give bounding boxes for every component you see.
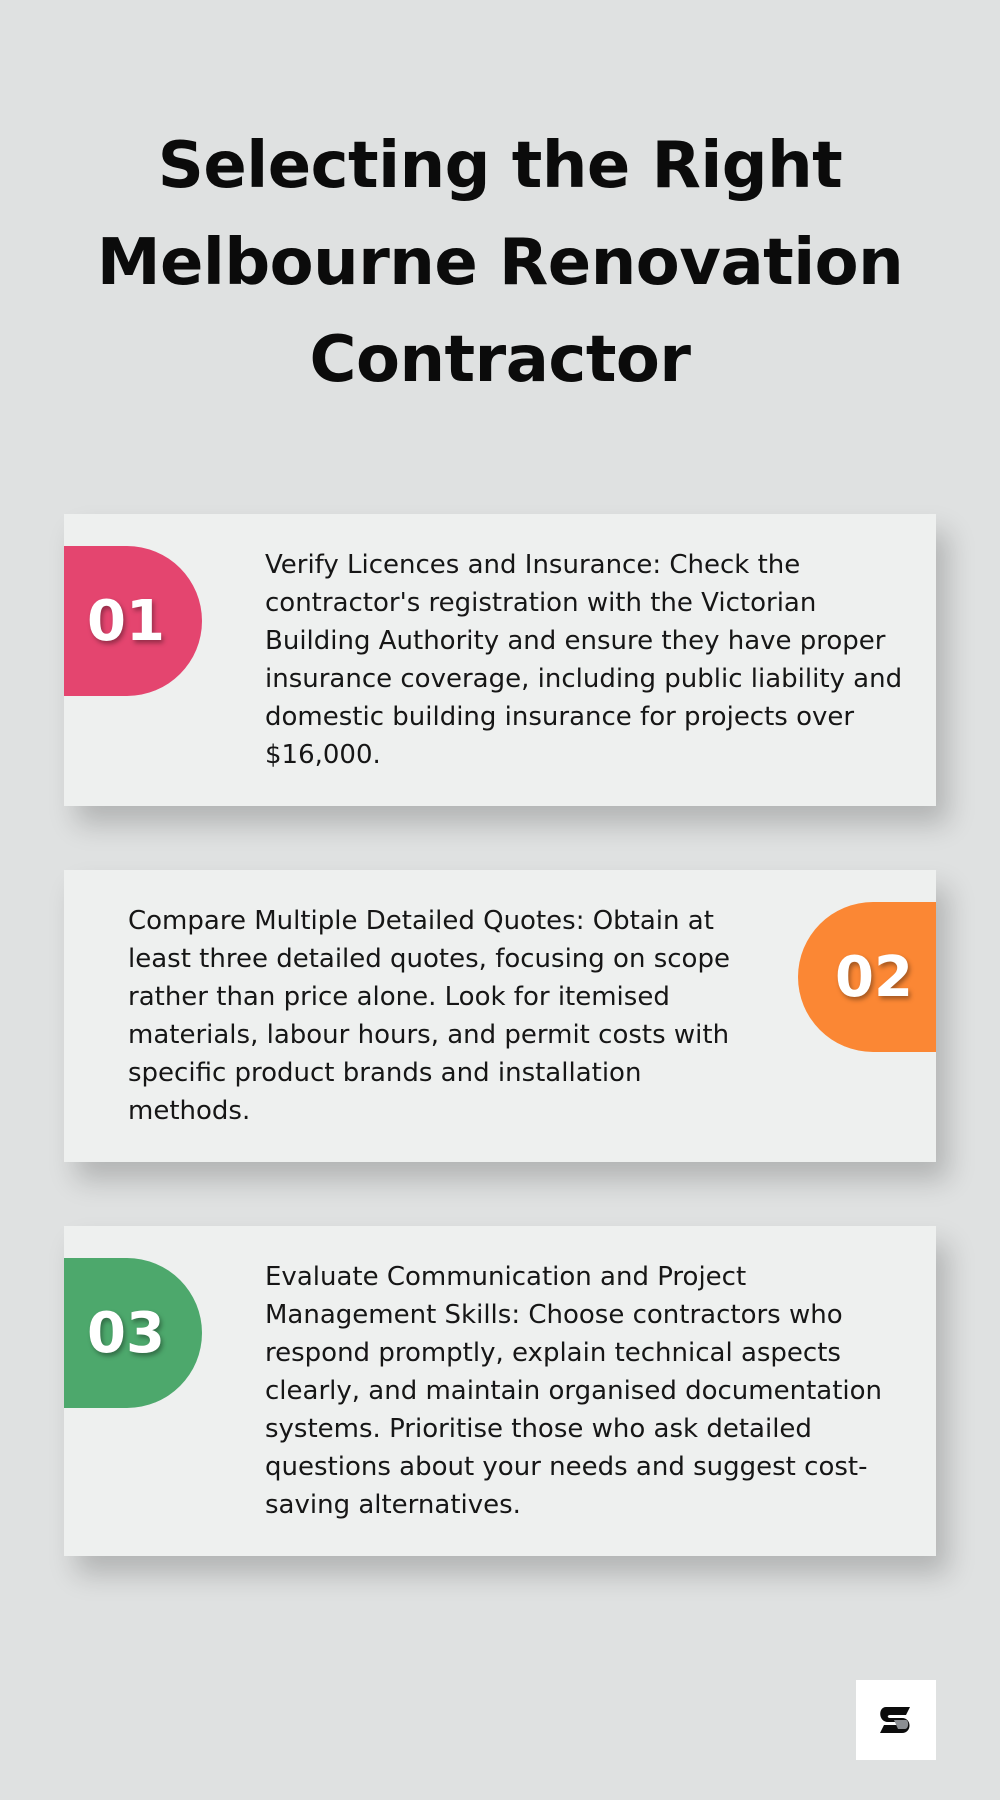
brand-logo bbox=[856, 1680, 936, 1760]
page-title: Selecting the Right Melbourne Renovation Contractor bbox=[96, 129, 904, 397]
step-card-1 bbox=[64, 514, 936, 806]
step-number-badge-2: 02 bbox=[798, 902, 936, 1052]
brand-s-logo-icon bbox=[876, 1705, 916, 1735]
step-text-3: Evaluate Communication and Project Management Skills: Choose contractors who respond promptly, explain technical aspects clearly, and maintain organised documentation systems. Prioritise those who ask detailed questions about your needs and suggest cost-saving alternatives. bbox=[265, 1262, 883, 1520]
step-number-badge-1: 01 bbox=[64, 546, 202, 696]
step-text-2: Compare Multiple Detailed Quotes: Obtain at least three detailed quotes, focusing on scope rather than price alone. Look for itemised materials, labour hours, and permit costs with specific product brands and installation methods. bbox=[128, 906, 730, 1126]
step-text-1: Verify Licences and Insurance: Check the contractor's registration with the Victorian Building Authority and ensure they have proper insurance coverage, including public liability and domestic building insurance for projects over $16,000. bbox=[265, 550, 903, 770]
step-number-badge-3: 03 bbox=[64, 1258, 202, 1408]
step-card-2 bbox=[64, 870, 936, 1162]
step-card-3 bbox=[64, 1226, 936, 1556]
